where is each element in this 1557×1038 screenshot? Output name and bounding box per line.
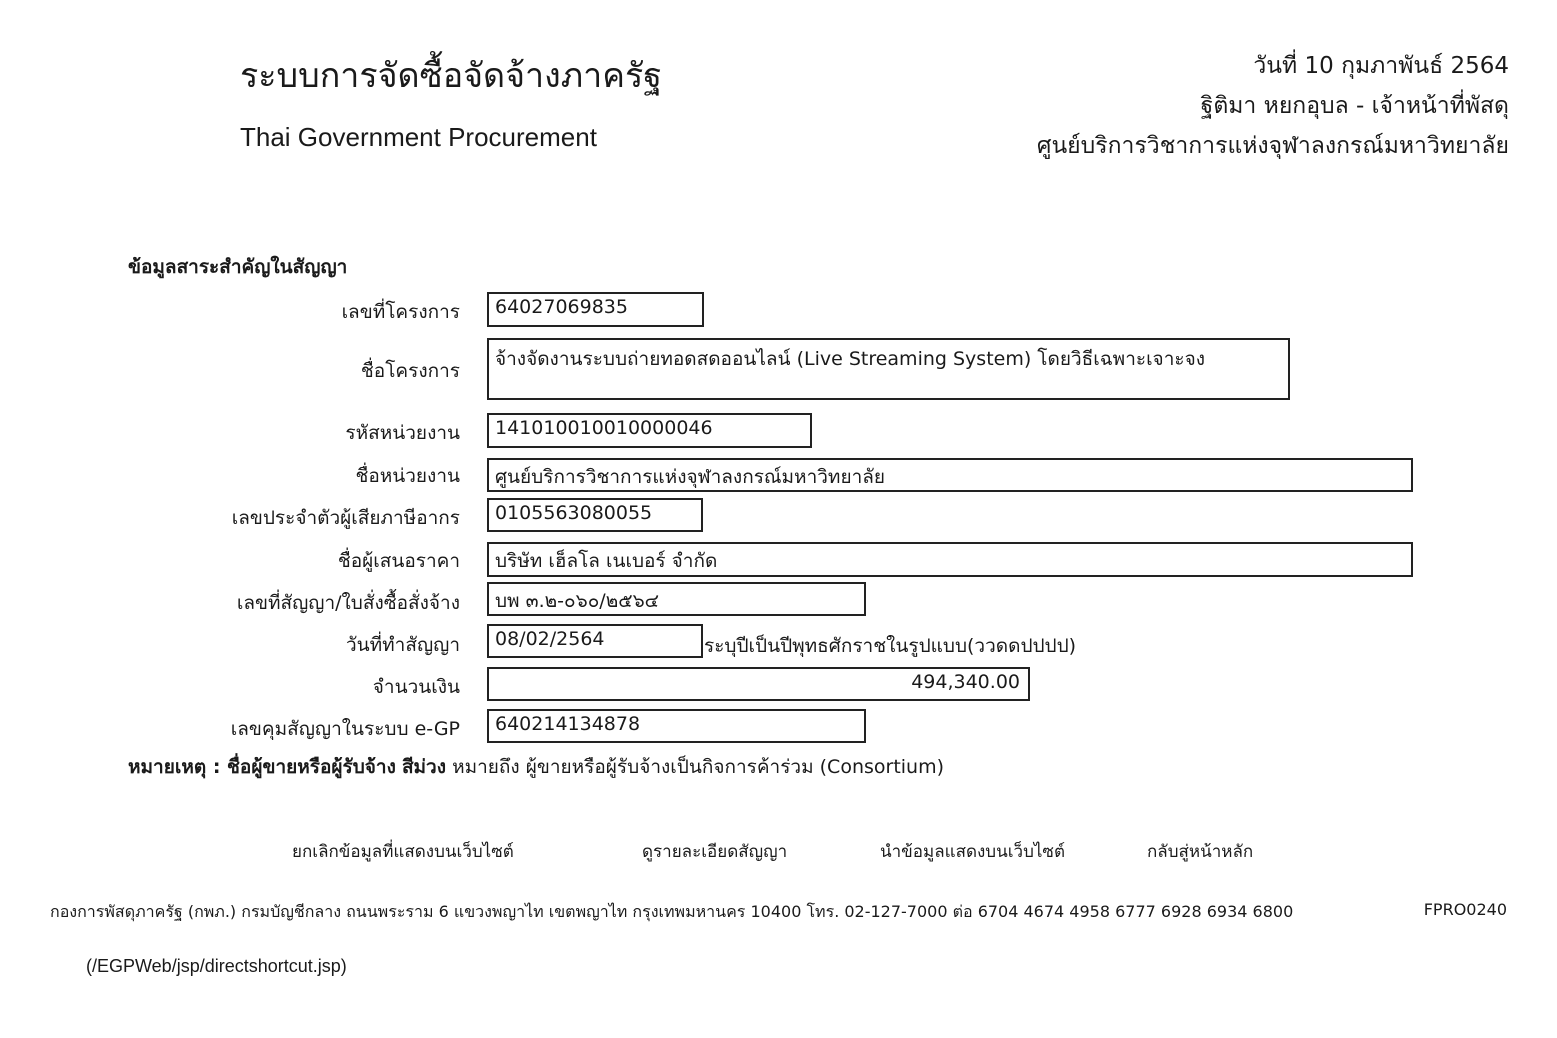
header-organization: ศูนย์บริการวิชาการแห่งจุฬาลงกรณ์มหาวิทยาลัย: [1036, 133, 1509, 159]
system-title-th: ระบบการจัดซื้อจัดจ้างภาครัฐ: [240, 56, 663, 96]
note-prefix: หมายเหตุ : ชื่อผู้ขายหรือผู้รับจ้าง: [128, 756, 396, 778]
project-no-label: เลขที่โครงการ: [341, 301, 460, 323]
tax-id-label: เลขประจำตัวผู้เสียภาษีอากร: [231, 507, 460, 529]
project-no-field[interactable]: 64027069835: [487, 292, 704, 327]
contract-date-label: วันที่ทำสัญญา: [345, 634, 460, 656]
system-title-en: Thai Government Procurement: [240, 122, 597, 152]
back-to-home-link[interactable]: กลับสู่หน้าหลัก: [1147, 842, 1254, 862]
contract-no-label: เลขที่สัญญา/ใบสั่งซื้อสั่งจ้าง: [236, 592, 460, 614]
page-code: FPRO0240: [1423, 900, 1507, 919]
project-name-field[interactable]: จ้างจัดงานระบบถ่ายทอดสดออนไลน์ (Live Streaming System) โดยวิธีเฉพาะเจาะจง: [487, 338, 1290, 400]
amount-label: จำนวนเงิน: [372, 676, 460, 698]
amount-field[interactable]: 494,340.00: [487, 667, 1030, 701]
note-suffix: หมายถึง ผู้ขายหรือผู้รับจ้างเป็นกิจการค้าร่วม (Consortium): [452, 756, 945, 778]
consortium-note: [128, 752, 944, 782]
egp-contract-no-field[interactable]: 640214134878: [487, 709, 866, 743]
agency-name-field[interactable]: ศูนย์บริการวิชาการแห่งจุฬาลงกรณ์มหาวิทยาลัย: [487, 458, 1413, 492]
publish-to-website-link[interactable]: นำข้อมูลแสดงบนเว็บไซต์: [880, 842, 1065, 862]
header-user: ฐิติมา หยกอุบล - เจ้าหน้าที่พัสดุ: [1200, 93, 1509, 119]
header-date: วันที่ 10 กุมภาพันธ์ 2564: [1253, 53, 1509, 79]
note-highlight: สีม่วง: [401, 756, 447, 778]
egp-contract-no-label: เลขคุมสัญญาในระบบ e-GP: [230, 718, 460, 740]
contract-date-field[interactable]: 08/02/2564: [487, 624, 703, 658]
cancel-display-link[interactable]: ยกเลิกข้อมูลที่แสดงบนเว็บไซต์: [292, 842, 514, 862]
tax-id-field[interactable]: 0105563080055: [487, 498, 703, 532]
agency-code-field[interactable]: 141010010010000046: [487, 413, 812, 448]
agency-name-label: ชื่อหน่วยงาน: [355, 465, 460, 487]
bidder-name-field[interactable]: บริษัท เฮ็ลโล เนเบอร์ จำกัด: [487, 542, 1413, 577]
footer-address: กองการพัสดุภาครัฐ (กพภ.) กรมบัญชีกลาง ถนนพระราม 6 แขวงพญาไท เขตพญาไท กรุงเทพมหานคร 10400 โทร. 02-127-7000 ต่อ 6704 4674 4958 6777 6928 6934 6800: [50, 902, 1294, 921]
contract-date-hint: ระบุปีเป็นปีพุทธศักราชในรูปแบบ(ววดดปปปป): [704, 635, 1077, 657]
bidder-name-label: ชื่อผู้เสนอราคา: [337, 550, 460, 572]
url-path: (/EGPWeb/jsp/directshortcut.jsp): [86, 956, 347, 976]
view-contract-details-link[interactable]: ดูรายละเอียดสัญญา: [642, 842, 788, 862]
contract-no-field[interactable]: บพ ๓.๒-๐๖๐/๒๕๖๔: [487, 582, 866, 616]
project-name-label: ชื่อโครงการ: [360, 360, 460, 382]
section-title: ข้อมูลสาระสำคัญในสัญญา: [128, 256, 348, 278]
agency-code-label: รหัสหน่วยงาน: [345, 422, 460, 444]
